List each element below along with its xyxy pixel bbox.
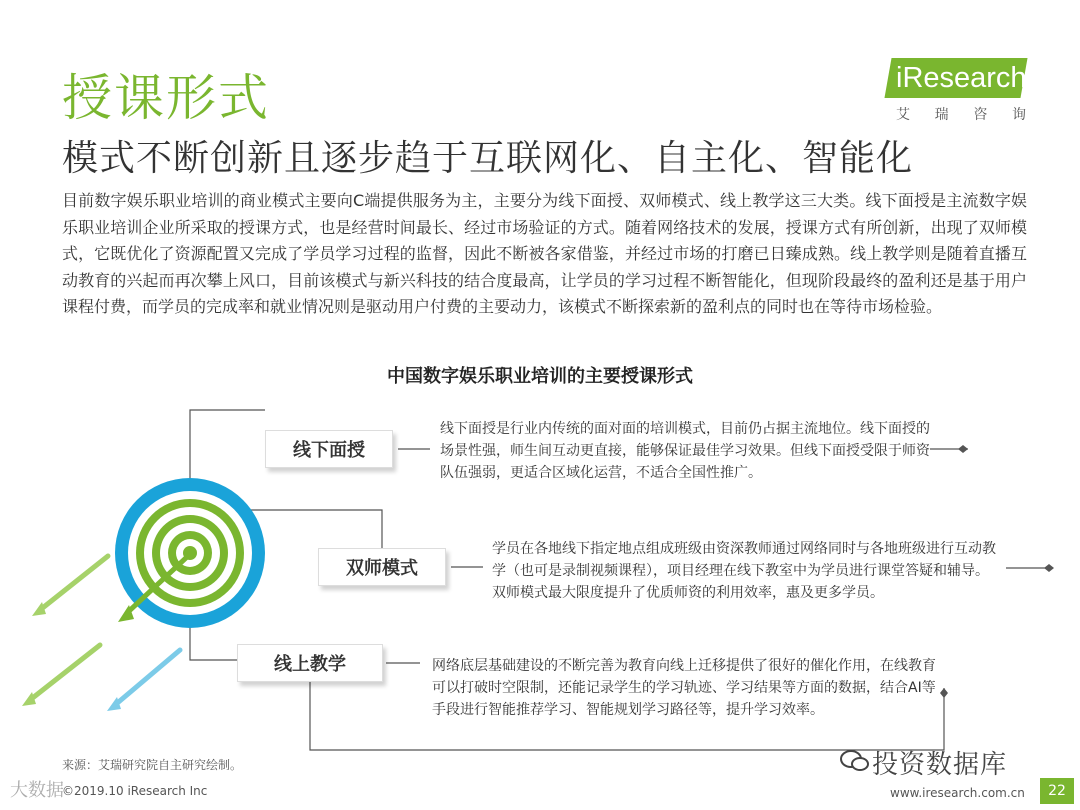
intro-paragraph: 目前数字娱乐职业培训的商业模式主要向C端提供服务为主，主要分为线下面授、双师模式、线上教学这三大类。线下面授是主流数字娱乐职业培训企业所采取的授课方式，也是经营时间最长、经过市场验证的方式。随着网络技术的发展，授课方式有所创新，出现了双师模式，它既优化了资源配置又完成了学员学习过程的监督，因此不断被各家借鉴，并经过市场的打磨已日臻成熟。线上教学则是随着直播互动教育的兴起而再次攀上风口，目前该模式与新兴科技的结合度最高，让学员的学习过程不断智能化，但现阶段最终的盈利还是基于用户课程付费，而学员的完成率和就业情况则是驱动用户付费的主要动力，该模式不断探索新的盈利点的同时也在等待市场检验。 xyxy=(62,191,1027,316)
iresearch-logo xyxy=(884,58,1034,128)
copyright: ©2019.10 iResearch Inc xyxy=(62,784,208,798)
mode-desc-dual-teacher: 学员在各地线下指定地点组成班级由资深教师通过网络同时与各地班级进行互动教学（也可是录制视频课程），项目经理在线下教室中为学员进行课堂答疑和辅导。双师模式最大限度提升了优质师资的利用效率，惠及更多学员。 xyxy=(492,541,996,601)
logo-sub-char: 咨 xyxy=(973,107,988,123)
footer-url[interactable]: www.iresearch.com.cn xyxy=(890,786,1025,800)
mode-label-dual-teacher: 双师模式 xyxy=(318,548,446,586)
logo-sub-char: 艾 xyxy=(896,107,910,123)
mode-desc-online: 网络底层基础建设的不断完善为教育向线上迁移提供了很好的催化作用，在线教育可以打破时空限制，还能记录学生的学习轨迹、学习结果等方面的数据，结合AI等手段进行智能推荐学习、智能规划学习路径等，提升学习效率。 xyxy=(432,658,936,718)
page-title: 授课形式 xyxy=(62,69,270,127)
logo-sub-char: 瑞 xyxy=(934,107,949,123)
logo-text: iResearch xyxy=(896,62,1027,94)
watermark-left: 大数据 xyxy=(10,780,64,801)
source-note: 来源：艾瑞研究院自主研究绘制。 xyxy=(62,758,243,772)
wechat-icon xyxy=(840,748,870,774)
watermark: 投资数据库 xyxy=(872,750,1008,780)
mode-desc-offline: 线下面授是行业内传统的面对面的培训模式，目前仍占据主流地位。线下面授的场景性强，师生间互动更直接，能够保证最佳学习效果。但线下面授受限于师资队伍强弱，更适合区域化运营，不适合全国性推广。 xyxy=(440,421,930,481)
mode-label-online: 线上教学 xyxy=(237,644,383,682)
page-subtitle: 模式不断创新且逐步趋于互联网化、自主化、智能化 xyxy=(62,138,914,179)
page-number: 22 xyxy=(1040,778,1074,804)
logo-sub-char: 询 xyxy=(1011,107,1026,123)
figure-title: 中国数字娱乐职业培训的主要授课形式 xyxy=(387,366,693,387)
logo-subtitle xyxy=(896,104,1026,124)
mode-label-offline: 线下面授 xyxy=(265,430,393,468)
